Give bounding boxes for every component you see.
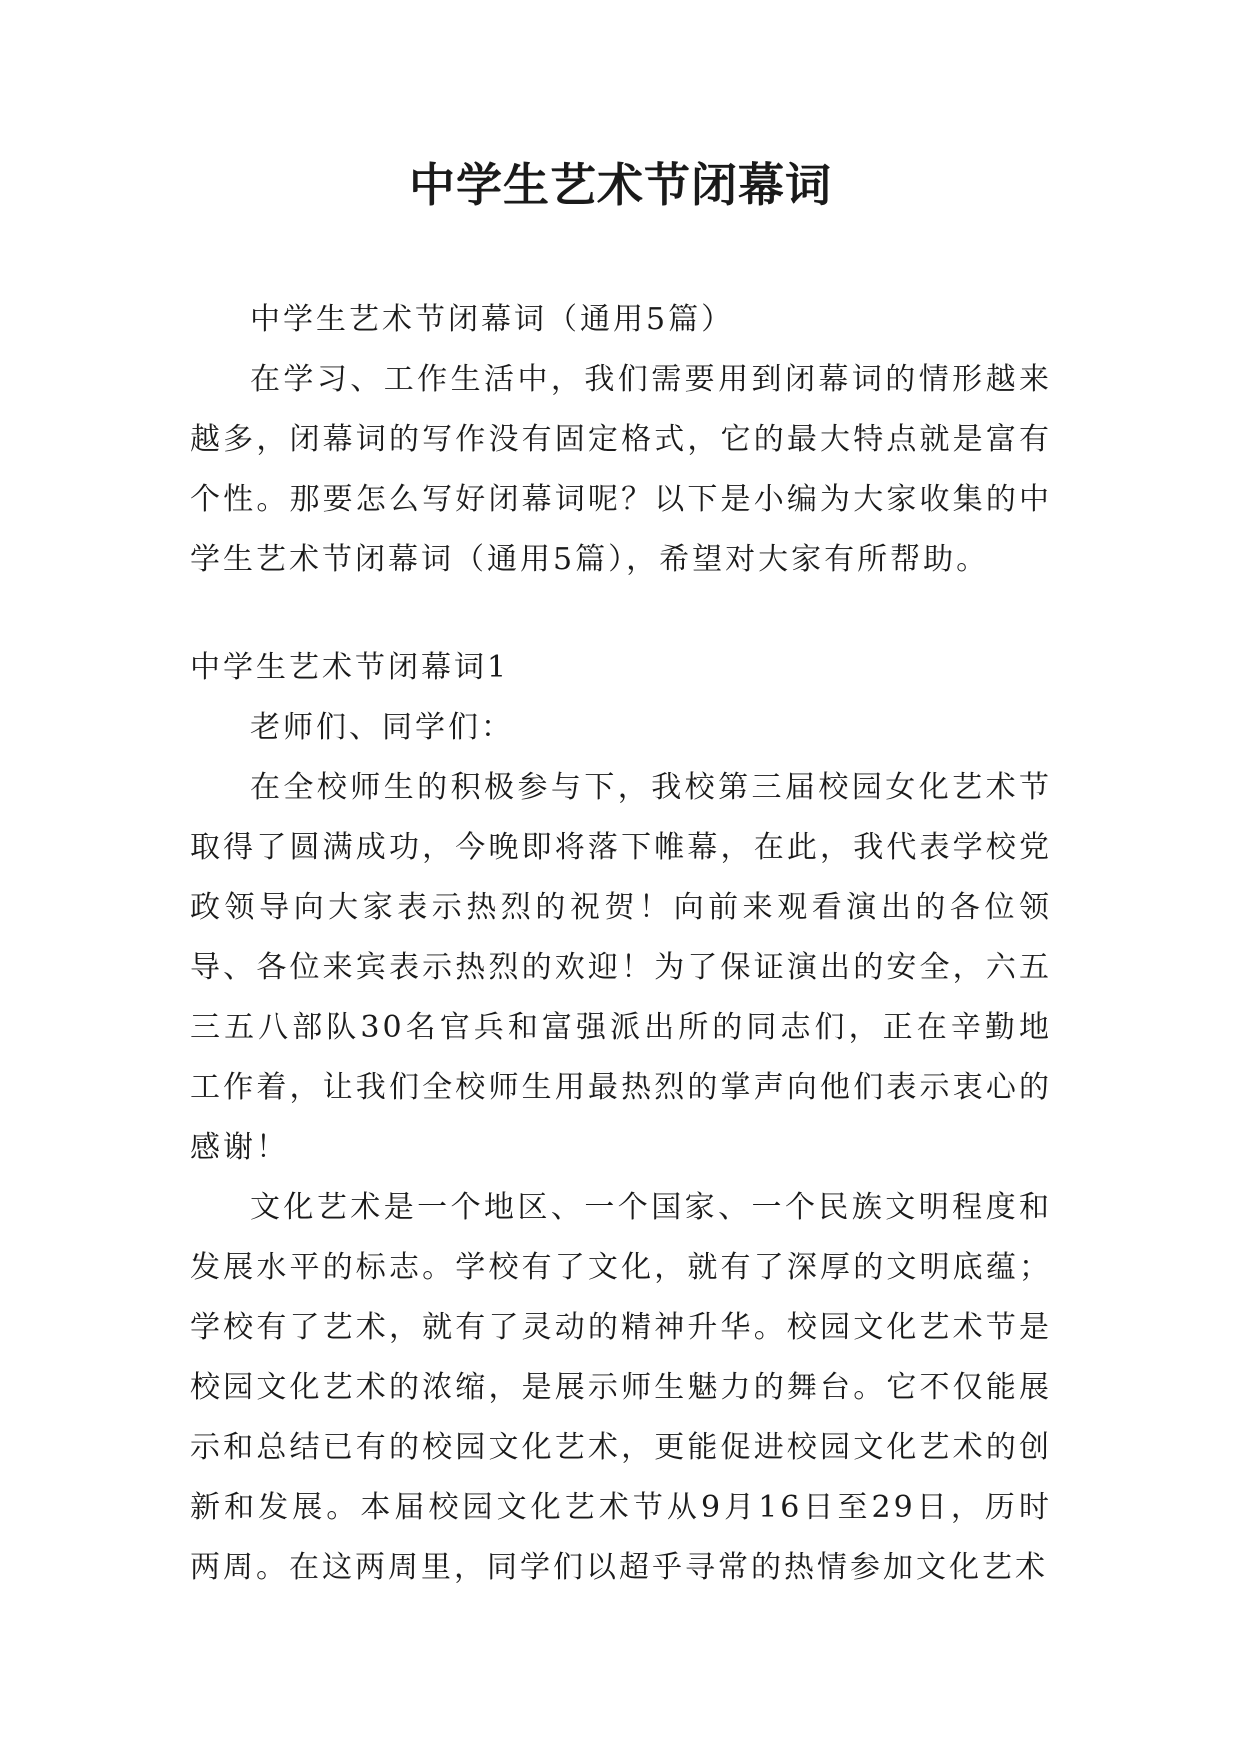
- document-subtitle: 中学生艺术节闭幕词（通用5篇）: [250, 302, 735, 337]
- body-paragraph-2: 文化艺术是一个地区、一个国家、一个民族文明程度和发展水平的标志。学校有了文化，就有了深厚的文明底蕴；学校有了艺术，就有了灵动的精神升华。校园文化艺术节是校园文化艺术的浓缩，是展示师生魅力的舞台。它不仅能展示和总结已有的校园文化艺术，更能促进校园文化艺术的创新和发展。本届校园文化艺术节从9月16日至29日，历时两周。在这两周里，同学们以超乎寻常的热情参加文化艺术: [190, 1190, 1052, 1585]
- document-title: 中学生艺术节闭幕词: [409, 158, 832, 212]
- body-paragraph-1: 在全校师生的积极参与下，我校第三届校园女化艺术节取得了圆满成功，今晚即将落下帷幕，在此，我代表学校党政领导向大家表示热烈的祝贺！向前来观看演出的各位领导、各位来宾表示热烈的欢迎！为了保证演出的安全，六五三五八部队30名官兵和富强派出所的同志们，正在辛勤地工作着，让我们全校师生用最热烈的掌声向他们表示衷心的感谢！: [190, 770, 1052, 1165]
- salutation: 老师们、同学们：: [250, 710, 514, 745]
- section-spacer: [190, 590, 1052, 638]
- document-body: [190, 290, 1052, 1598]
- intro-paragraph: 在学习、工作生活中，我们需要用到闭幕词的情形越来越多，闭幕词的写作没有固定格式，它的最大特点就是富有个性。那要怎么写好闭幕词呢？以下是小编为大家收集的中学生艺术节闭幕词（通用5篇），希望对大家有所帮助。: [190, 362, 1052, 577]
- section-heading: 中学生艺术节闭幕词1: [190, 650, 510, 685]
